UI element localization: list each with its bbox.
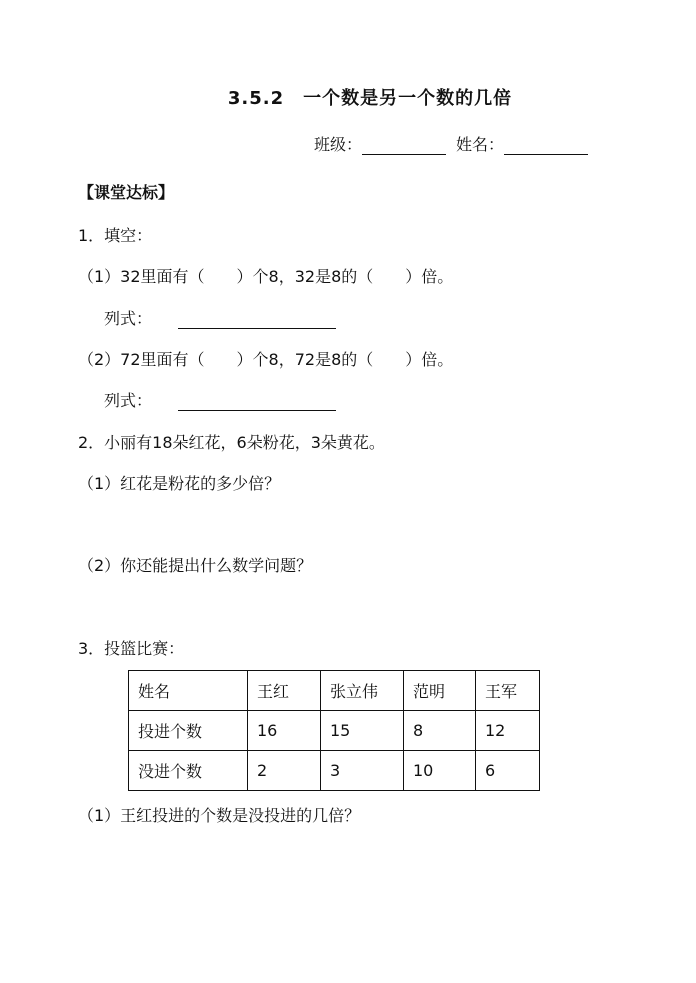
table-cell: 投进个数 (129, 711, 248, 751)
section-heading: 【课堂达标】 (78, 183, 175, 202)
name-blank[interactable] (504, 136, 588, 155)
table-cell: 2 (248, 751, 321, 791)
table-cell: 没进个数 (129, 751, 248, 791)
formula2-label: 列式： (104, 391, 153, 410)
q3-heading: 3．投篮比赛： (78, 639, 185, 658)
q1-part1: （1）32里面有（ ）个8，32是8的（ ）倍。 (78, 267, 454, 286)
page-title: 3.5.2 一个数是另一个数的几倍 (227, 88, 513, 109)
q3-part1: （1）王红投进的个数是没投进的几倍？ (78, 806, 361, 825)
q1-formula2 (104, 388, 336, 411)
table-cell: 张立伟 (321, 671, 404, 711)
formula2-blank[interactable] (178, 392, 336, 411)
q1-heading: 1．填空： (78, 226, 153, 245)
table-header-row (129, 671, 540, 711)
formula1-blank[interactable] (178, 310, 336, 329)
class-label: 班级： (314, 135, 363, 154)
table-cell: 范明 (404, 671, 476, 711)
table-row (129, 751, 540, 791)
q1-part2: （2）72里面有（ ）个8，72是8的（ ）倍。 (78, 350, 454, 369)
table-cell: 10 (404, 751, 476, 791)
table-cell: 王军 (476, 671, 540, 711)
table-row (129, 711, 540, 751)
q2-heading: 2．小丽有18朵红花，6朵粉花，3朵黄花。 (78, 433, 385, 452)
formula1-label: 列式： (104, 309, 153, 328)
table-cell: 8 (404, 711, 476, 751)
table-cell: 12 (476, 711, 540, 751)
score-table (128, 670, 540, 791)
table-cell: 16 (248, 711, 321, 751)
table-cell: 姓名 (129, 671, 248, 711)
student-info-line (314, 132, 588, 155)
q1-formula1 (104, 306, 336, 329)
table-cell: 15 (321, 711, 404, 751)
table-cell: 3 (321, 751, 404, 791)
q2-part1: （1）红花是粉花的多少倍？ (78, 474, 281, 493)
class-blank[interactable] (362, 136, 446, 155)
table-cell: 6 (476, 751, 540, 791)
table-cell: 王红 (248, 671, 321, 711)
q2-part2: （2）你还能提出什么数学问题？ (78, 556, 313, 575)
name-label: 姓名： (456, 135, 505, 154)
